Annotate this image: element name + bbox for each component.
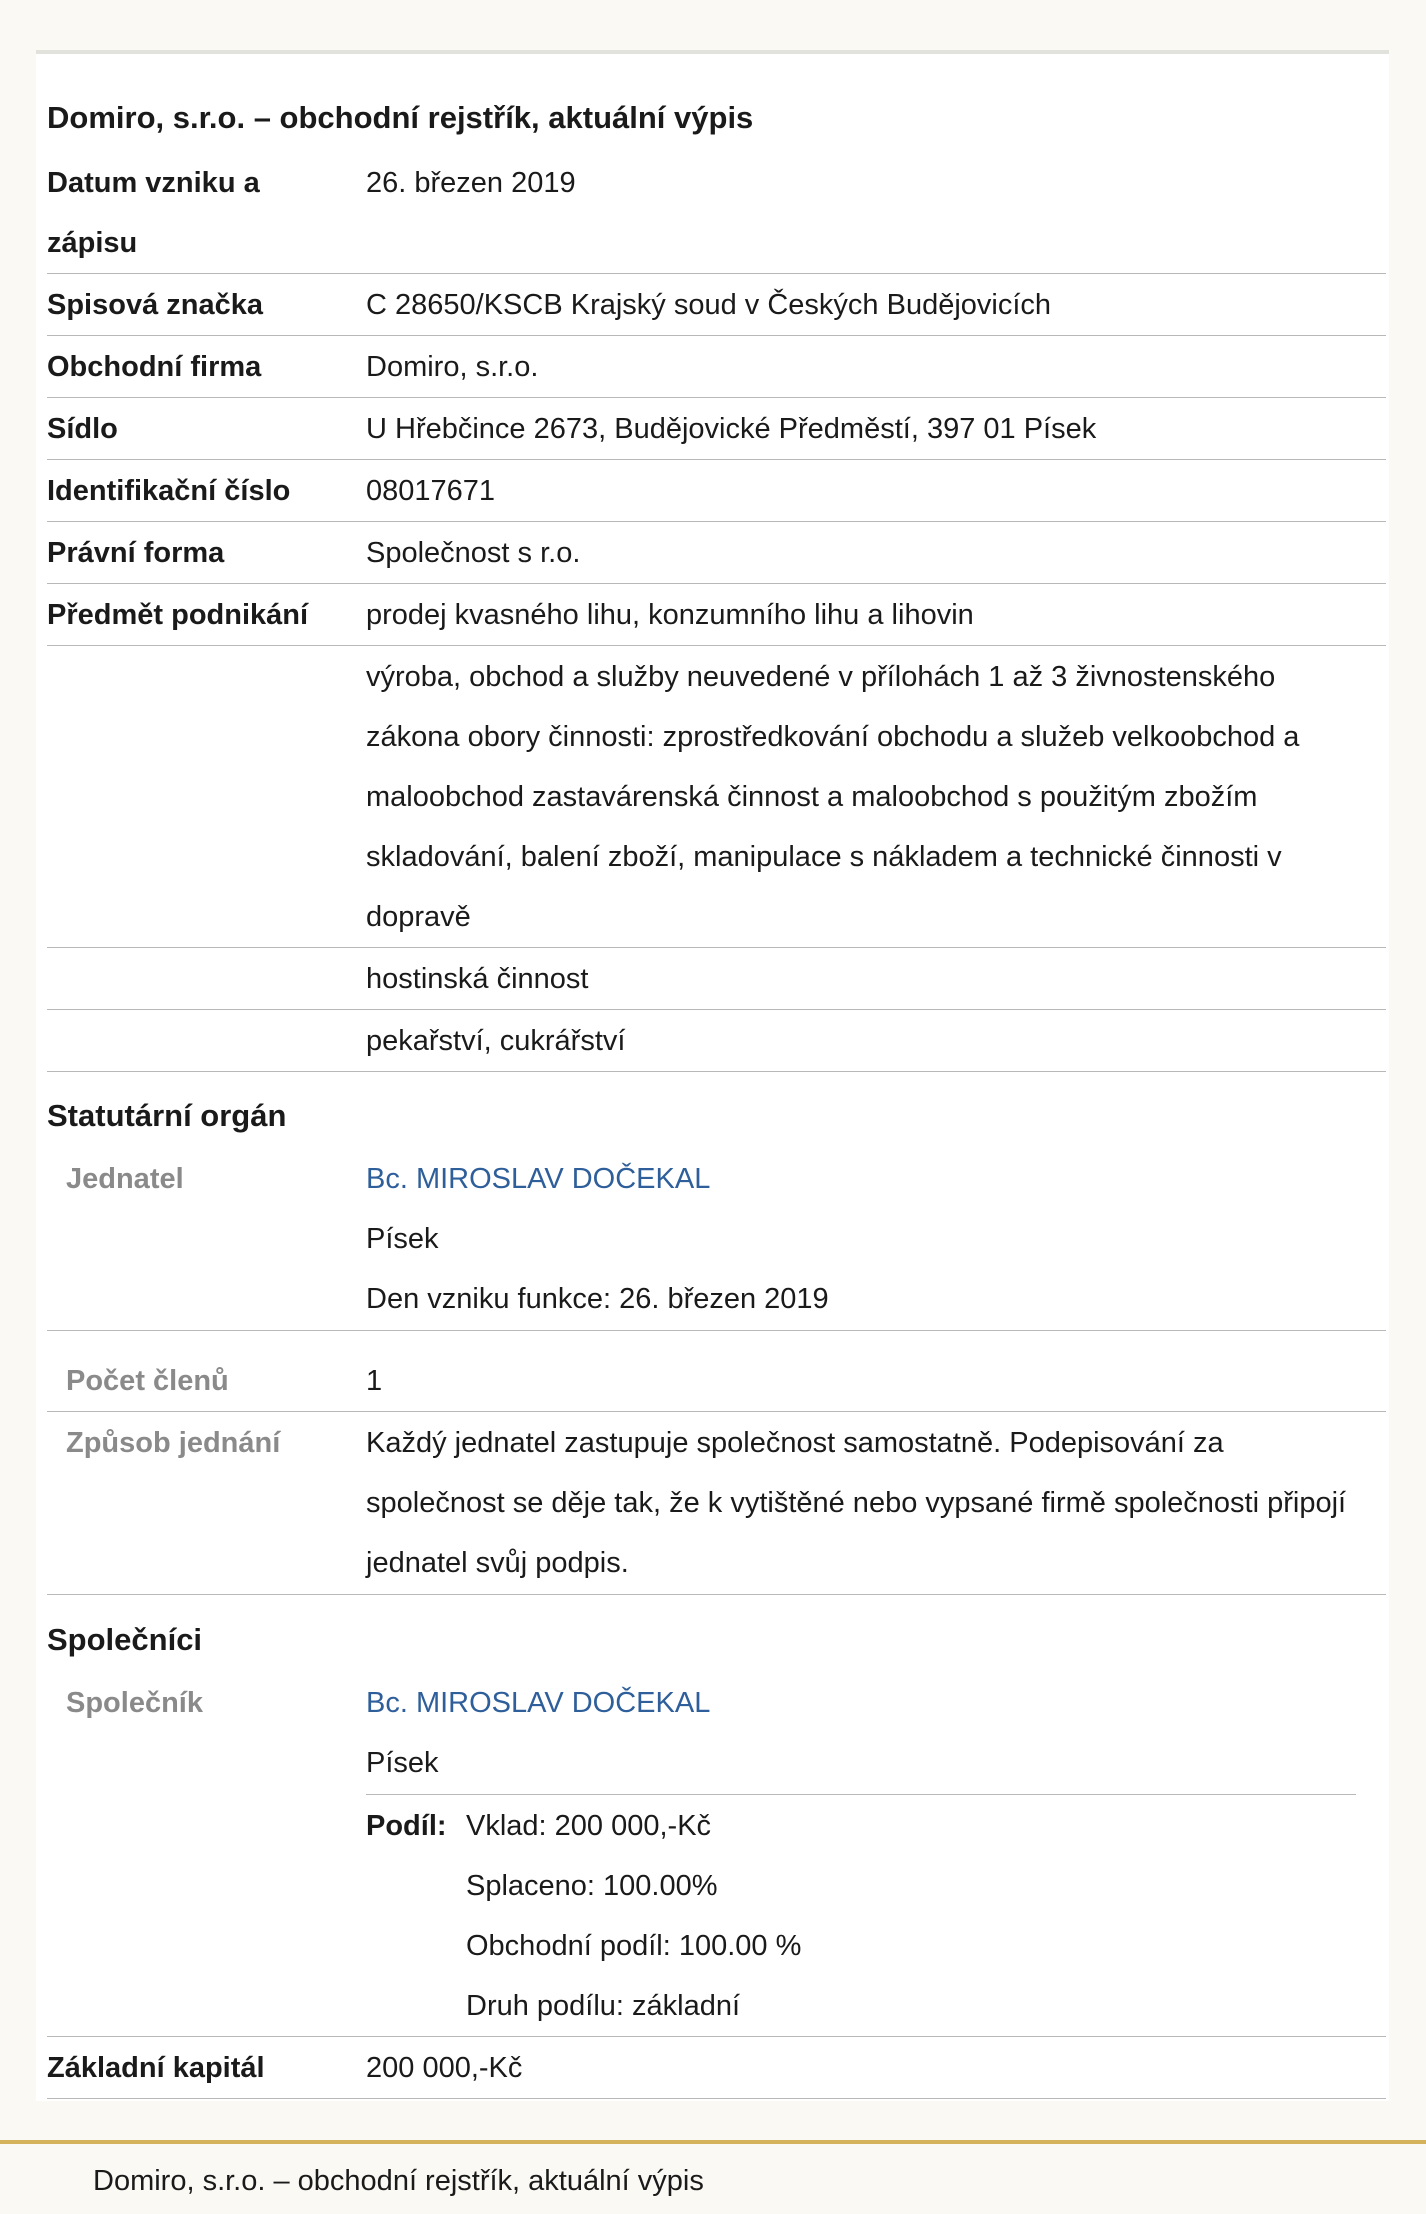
value-identifikacni-cislo: 08017671 bbox=[366, 475, 496, 507]
section-heading-spolecnici: Společníci bbox=[47, 1622, 203, 1657]
value-sidlo: U Hřebčince 2673, Budějovické Předměstí, 397 01 Písek bbox=[366, 413, 1097, 445]
value-datum-vzniku: 26. březen 2019 bbox=[366, 167, 576, 199]
row-divider bbox=[47, 397, 1386, 398]
row-divider bbox=[47, 2098, 1386, 2099]
predmet-item: prodej kvasného lihu, konzumního lihu a lihovin bbox=[366, 599, 974, 631]
label-datum-vzniku-line2: zápisu bbox=[47, 227, 138, 259]
podil-splaceno: Splaceno: 100.00% bbox=[466, 1870, 718, 1902]
row-divider bbox=[47, 583, 1386, 584]
value-obchodni-firma: Domiro, s.r.o. bbox=[366, 351, 539, 383]
label-jednatel: Jednatel bbox=[66, 1163, 184, 1195]
jednatel-city: Písek bbox=[366, 1223, 439, 1255]
predmet-item-line: zákona obory činnosti: zprostředkování obchodu a služeb velkoobchod a bbox=[366, 721, 1300, 753]
footer-divider bbox=[0, 2140, 1426, 2144]
zpusob-jednani-line: jednatel svůj podpis. bbox=[366, 1547, 629, 1579]
row-divider bbox=[47, 521, 1386, 522]
predmet-item-line: skladování, balení zboží, manipulace s nákladem a technické činnosti v bbox=[366, 841, 1282, 873]
row-divider bbox=[47, 273, 1386, 274]
zpusob-jednani-line: Každý jednatel zastupuje společnost samostatně. Podepisování za bbox=[366, 1427, 1224, 1459]
podil-obchodni: Obchodní podíl: 100.00 % bbox=[466, 1930, 802, 1962]
row-divider bbox=[47, 2036, 1386, 2037]
predmet-item-line: výroba, obchod a služby neuvedené v přílohách 1 až 3 živnostenského bbox=[366, 661, 1276, 693]
label-identifikacni-cislo: Identifikační číslo bbox=[47, 475, 291, 507]
predmet-item-line: maloobchod zastavárenská činnost a maloobchod s použitým zbožím bbox=[366, 781, 1258, 813]
row-divider bbox=[47, 1009, 1386, 1010]
label-zakladni-kapital: Základní kapitál bbox=[47, 2052, 265, 2084]
row-divider bbox=[47, 1411, 1386, 1412]
label-zpusob-jednani: Způsob jednání bbox=[66, 1427, 281, 1459]
label-pravni-forma: Právní forma bbox=[47, 537, 225, 569]
label-pocet-clenu: Počet členů bbox=[66, 1365, 229, 1397]
podil-druh: Druh podílu: základní bbox=[466, 1990, 741, 2022]
row-divider bbox=[47, 459, 1386, 460]
predmet-item: pekařství, cukrářství bbox=[366, 1025, 626, 1057]
predmet-item: hostinská činnost bbox=[366, 963, 589, 995]
label-datum-vzniku-line1: Datum vzniku a bbox=[47, 167, 260, 199]
value-spisova-znacka: C 28650/KSCB Krajský soud v Českých Budějovicích bbox=[366, 289, 1052, 321]
value-zakladni-kapital: 200 000,-Kč bbox=[366, 2052, 523, 2084]
value-pocet-clenu: 1 bbox=[366, 1365, 383, 1397]
jednatel-since: Den vzniku funkce: 26. březen 2019 bbox=[366, 1283, 829, 1315]
zpusob-jednani-line: společnost se děje tak, že k vytištěné nebo vypsané firmě společnosti připojí bbox=[366, 1487, 1347, 1519]
label-podil: Podíl: bbox=[366, 1810, 447, 1842]
footer-title: Domiro, s.r.o. – obchodní rejstřík, aktuální výpis bbox=[93, 2165, 704, 2197]
label-predmet-podnikani: Předmět podnikání bbox=[47, 599, 309, 631]
row-divider bbox=[366, 1794, 1356, 1795]
podil-vklad: Vklad: 200 000,-Kč bbox=[466, 1810, 712, 1842]
label-spisova-znacka: Spisová značka bbox=[47, 289, 263, 321]
predmet-item-line: dopravě bbox=[366, 901, 471, 933]
spolecnik-name-link[interactable]: Bc. MIROSLAV DOČEKAL bbox=[366, 1687, 711, 1719]
label-obchodni-firma: Obchodní firma bbox=[47, 351, 262, 383]
row-divider bbox=[47, 335, 1386, 336]
row-divider bbox=[47, 1594, 1386, 1595]
label-sidlo: Sídlo bbox=[47, 413, 118, 445]
row-divider bbox=[47, 947, 1386, 948]
page-title: Domiro, s.r.o. – obchodní rejstřík, aktuální výpis bbox=[47, 100, 754, 135]
value-pravni-forma: Společnost s r.o. bbox=[366, 537, 581, 569]
row-divider bbox=[47, 645, 1386, 646]
label-spolecnik: Společník bbox=[66, 1687, 203, 1719]
row-divider bbox=[47, 1330, 1386, 1331]
section-heading-statutarni-organ: Statutární orgán bbox=[47, 1098, 287, 1133]
spolecnik-city: Písek bbox=[366, 1747, 439, 1779]
jednatel-name-link[interactable]: Bc. MIROSLAV DOČEKAL bbox=[366, 1163, 711, 1195]
row-divider bbox=[47, 1071, 1386, 1072]
